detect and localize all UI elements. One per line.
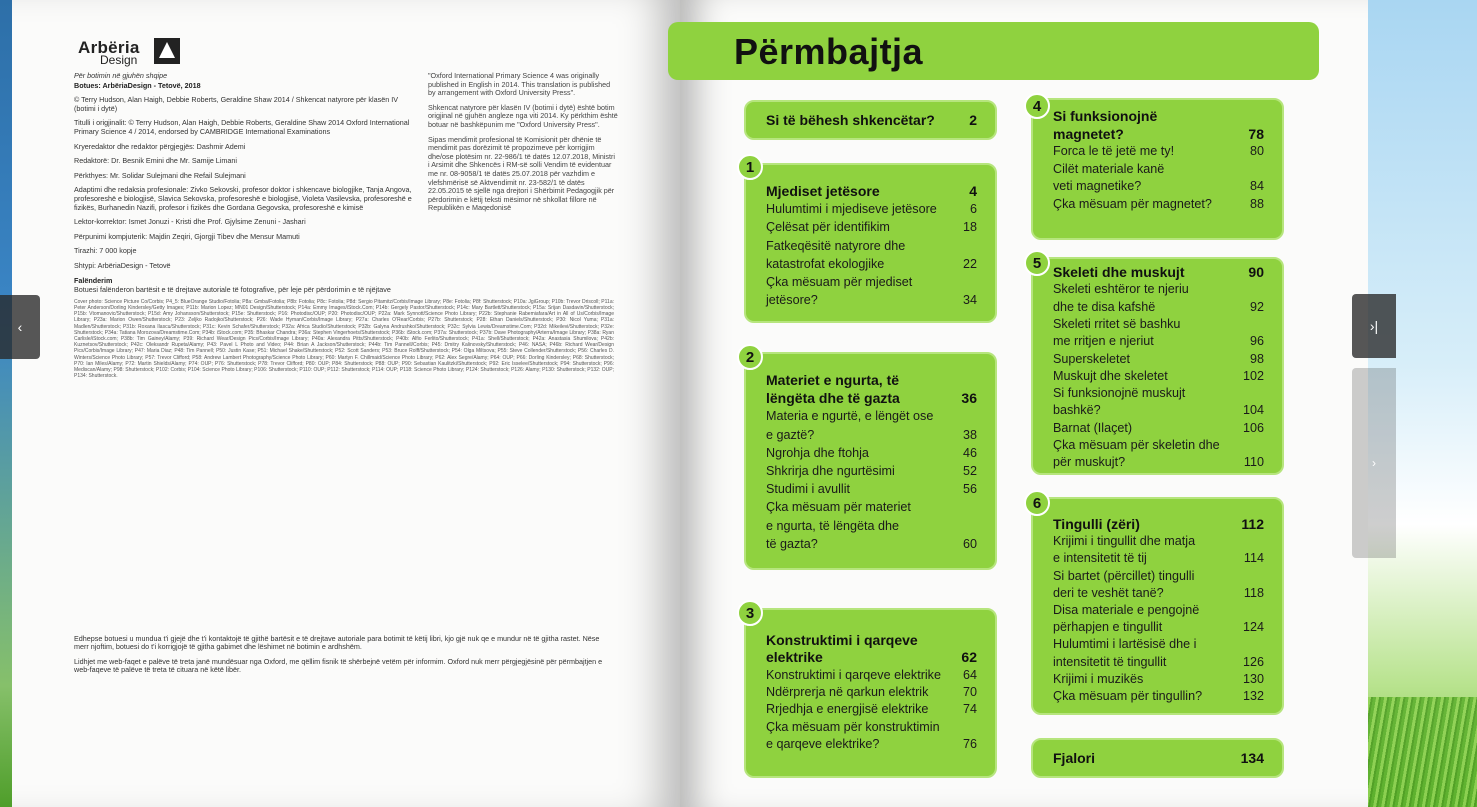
toc-entry-label: Hulumtimi i mjediseve jetësore [766, 202, 937, 217]
imprint-line: Lektor-korrektor: Ismet Jonuzi - Kristi dhe Prof. Gjylsime Zenuni - Jashari [74, 217, 306, 227]
toc-intro-box[interactable] [744, 100, 997, 140]
toc-entry-label: Ngrohja dhe ftohja [766, 445, 869, 460]
toc-entry-page: 132 [1242, 689, 1264, 703]
imprint-line: Tirazhi: 7 000 kopje [74, 246, 137, 256]
toc-entry[interactable] [1053, 368, 1264, 385]
toc-entry-page: 74 [962, 702, 977, 717]
toc-entry-label: Si funksionojnë muskujt [1053, 386, 1186, 401]
photo-credits: Cover photo: Science Picture Co/Corbis; P4_5: BlueOrange Studio/Fotolia; P8a: Gmba/Fotolia; P8b: Fotolia; P8c: Fotolia; P8d: Sergio Pitamitz/Corbis/Image Library; P8e: Fotolia; P8f: Shutterstock; P10a: JgiGroup; P10b: Trevor Driscoll; P11a: Peter Anderson/Dorling Kindersley/Getty Images; P11b: Marion Lopez; MN01 Design/Shutterstock; P14a: Emmy Images/iStock.Com; P14b: Gergely Pastor/Shutterstock; P14c: Mary Bartlett/Shutterstock; P15a: Srijan Dasdavin/Shutterstock; P15b: Vtomanovic/Shutterstock; P15d: Amy Johansson/Shutterstock; P15e: Shutterstock; P16: Photodisc/OUP; P20: Photodisc/OUP; P22a: Mark Synnott/Science Photo Library; P22b: Stephanie Rabemiafara/Art in All of Us/Corbis/Image Library; P23a: Marion Owen/Shutterstock; P23: Zeljko Radojko/Shutterstock; P26: Wade Hyman/Corbis/Image Library; P27a: Charles O'Rear/Corbis; P27b: Shutterstock; P28: Ethan Daniels/Shutterstock; P30: Nicol Yuma; P31a: Madlen/Shutterstock; P31b: Roxana Ilascu/Shutterstock; P31c: Kevin Schafer/Shutterstock; P32a: Africa Studio/Shutterstock; P32b: Galyna Andrushko/Shutterstock; P32c: Sylvia Lewis/Dreamstime.Com; P32d: Mikeilevi/Shutterstock; P32e: Shutterstock; P34a: Tatiana Morozova/Dreamstime.Com; P34b: iStock.com; P35: Bhaskar Chandra; P36a: Stephen Vingerhoets/Shutterstock; P36b: iStock.com; P37a: Shutterstock; P37b: Dave Photography/Arterra/Image Library; P38a: Ryan Carlisle/iStock.com; P38b: Tim Gainey/Alamy; P39: Richard Wear/Design Pics/Corbis/Image Library; P40a: Alexandra Pitts/Shutterstock; P40b: Alfio Ferlito/Shutterstock; P41a: Shell/Shutterstock; P42a: Anastasia Shumilova; P42b: Kuznetsov/Shutterstock; P42c: Oleksandr Rupeta/Alamy; P43: Pavel L Photo and Video; P44: Brian A Jackson/Shutterstock; P44b: Tim Pannell/Corbis; P45: Dmitry Kalinovsky/Shutterstock; P46: NASA; P46b: Richard Wear/Design Pics/Corbis/Image Library; P47: Maria Diaz; P48: Tim Pannell; P50: Justin Kase; P51: Michael Shake/Shutterstock; P52: Scott Sanders; P53: Bruce Rolff/Shutterstock; P54: Olga Miltsova; P55: Steve Collender/Shutterstock; P56: Charles D. Winters/Science Photo Library; P57: Trevor Clifford; P58: Andrew Lambert Photography/Science Photo Library; P60: Martyn F. Chillmaid/Science Photo Library; P62: Alex Segre/Alamy; P64: OUP; P66: Dorling Kindersley; P68: Shutterstock; P70: Ian Miles/Alamy; P72: Martin Shields/Alamy; P74: OUP; P76: Shutterstock; P78: Trevor Clifford; P80: OUP; P84: Shutterstock; P88: OUP; P90: Sebastian Kaulitzki/Shutterstock; P92: Eric Isselee/Shutterstock; P94: Shutterstock; P96: Mediscan/Alamy; P98: Shutterstock; P102: Corbis; P104: Science Photo Library; P106: Shutterstock; P110: OUP; P112: Shutterstock; P114: OUP; P118: Science Photo Library; P124: Shutterstock; P126: Alamy; P130: Shutterstock; P132: OUP; P134: Shutterstock. [74, 298, 614, 380]
toc-entry-label: katastrofat ekologjike [766, 256, 885, 271]
toc-entry-page: 78 [1248, 125, 1264, 142]
toc-entry-label: përhapjen e tingullit [1053, 620, 1163, 635]
toc-entry-label: Si të bëhesh shkencëtar? [766, 112, 935, 128]
toc-entry-page: 126 [1242, 654, 1264, 669]
imprint-line: Përpunimi kompjuterik: Majdin Zeqiri, Gjorgji Tibev dhe Mensur Mamuti [74, 231, 300, 241]
toc-entry-label: Çka mësuam për konstruktimin [766, 719, 940, 734]
background-grass [1365, 697, 1477, 807]
toc-intro-row[interactable] [766, 112, 977, 129]
toc-entry-label: Çka mësuam për skeletin dhe [1053, 438, 1220, 452]
toc-entry[interactable] [766, 183, 977, 200]
toc-entry-page: 130 [1242, 671, 1264, 686]
toc-entry-page: 36 [961, 390, 977, 407]
toc-entry-page: 38 [962, 427, 977, 442]
toc-entry-page: 90 [1248, 264, 1264, 280]
toc-entry[interactable] [1053, 533, 1264, 550]
toc-entry-label: lëngëta dhe të gazta [766, 390, 900, 407]
closing-note: Edhepse botuesi u mundua t'i gjejë dhe t'i kontaktojë të gjithë bartësit e të drejtave autoriale para botimit të këtij libri, kjo gjë nuk qe e mundur në të gjitha rastet. Nëse merr njoftim, botuesi do t'i korrigjojë të gjitha gabimet dhe lëshimet në botimin e ardhshëm. [74, 633, 600, 652]
toc-entry[interactable] [766, 219, 977, 236]
unit-number-badge: 4 [1024, 93, 1050, 119]
toc-entry-page: 88 [1249, 197, 1264, 211]
toc-entry-page: 84 [1249, 179, 1264, 194]
toc-entry-label: Shkrirja dhe ngurtësimi [766, 464, 895, 478]
unit-number-badge: 1 [737, 154, 763, 180]
toc-entry[interactable] [766, 736, 977, 753]
toc-entry-label: Forca le të jetë me ty! [1053, 144, 1175, 159]
toc-entry-label: Muskujt dhe skeletet [1053, 368, 1168, 383]
toc-entry[interactable] [766, 719, 977, 736]
toc-entry-label: Mjediset jetësore [766, 183, 880, 199]
toc-entry[interactable] [1053, 602, 1264, 619]
toc-unit-2[interactable] [744, 352, 997, 570]
toc-entry[interactable] [766, 667, 977, 684]
toc-entry-label: veti magnetike? [1053, 179, 1142, 194]
toc-entry[interactable] [766, 632, 977, 649]
toc-entry-label: Skeleti dhe muskujt [1053, 264, 1185, 280]
toc-entry[interactable] [766, 701, 977, 718]
toc-entry-label: Konstruktimi i qarqeve [766, 632, 918, 648]
previous-page-button[interactable] [0, 295, 40, 359]
license-note: "Oxford International Primary Science 4 was originally published in English in 2014. This translation is published by arrangement with Oxford University Press". [428, 71, 611, 98]
toc-entry-label: Studimi i avullit [766, 482, 850, 497]
toc-entry[interactable] [1053, 585, 1264, 602]
toc-entry-label: Fjalori [1053, 750, 1096, 766]
toc-entry-page: 56 [962, 482, 977, 497]
toc-entry[interactable] [766, 390, 977, 407]
toc-entry[interactable] [766, 256, 977, 273]
toc-entry-label: Çka mësuam për tingullin? [1053, 689, 1203, 703]
toc-entry[interactable] [1053, 143, 1264, 160]
toc-entry-page: 80 [1249, 144, 1264, 159]
next-page-button[interactable] [1352, 368, 1396, 558]
toc-entry-label: Skeleti eshtëror te njeriu [1053, 282, 1189, 297]
toc-entry-label: Çka mësuam për mjediset [766, 275, 913, 289]
toc-entry-label: Ndërprerja në qarkun elektrik [766, 684, 929, 699]
toc-entry[interactable] [1053, 385, 1264, 402]
toc-entry-label: Si bartet (përcillet) tingulli [1053, 568, 1195, 583]
toc-entry-page: 92 [1249, 299, 1264, 314]
imprint-line: Shtypi: ArbëriaDesign - Tetovë [74, 260, 171, 270]
toc-entry-label: e gaztë? [766, 427, 815, 442]
toc-entry-page: 106 [1242, 420, 1264, 435]
imprint-line: Përkthyes: Mr. Solidar Sulejmani dhe Refail Sulejmani [74, 170, 246, 180]
toc-entry-label: Konstruktimi i qarqeve elektrike [766, 667, 941, 682]
imprint-line: Adaptimi dhe redaksia profesionale: Zivko Sekovski, profesor doktor i shkencave biologjike, Tanja Angova, profesoreshë e biologjisë, Slavica Sekovska, profesoreshë e biologjisë, Violeta Vasilevska, profesoreshë e fizikës, Burhanedin Nazifi, profesor i fizikës dhe Gordana Gegovska, profesoreshë e kimisë [74, 185, 412, 212]
toc-entry[interactable] [1053, 178, 1264, 195]
publisher-logo [78, 38, 198, 68]
license-note: Shkencat natyrore për klasën IV (botimi i dytë) është botim origjinal në gjuhën angleze nga viti 2014. Ky përkthim është botuar në bashkëpunim me "Oxford University Press". [428, 102, 618, 129]
toc-entry-label: Rrjedhja e energjisë elektrike [766, 702, 929, 717]
toc-entry-page: 98 [1249, 351, 1264, 366]
chevron-left-icon: ‹ [17, 319, 23, 335]
toc-entry-label: Krijimi i tingullit dhe matja [1053, 534, 1196, 549]
toc-title: Përmbajtja [734, 31, 924, 72]
toc-entry-label: Fatkeqësitë natyrore dhe [766, 238, 906, 253]
toc-entry[interactable] [766, 536, 977, 553]
toc-entry-label: e intensitetit të tij [1053, 551, 1147, 566]
toc-unit-6[interactable] [1031, 497, 1284, 715]
toc-entry[interactable] [1053, 108, 1264, 125]
toc-entry-page: 76 [962, 736, 977, 751]
toc-entry[interactable] [1053, 299, 1264, 316]
toc-entry-label: Skeleti rritet së bashku [1053, 316, 1181, 331]
toc-entry-page: 124 [1242, 620, 1264, 635]
toc-entry-label: Barnat (Ilaçet) [1053, 420, 1133, 435]
toc-entry[interactable] [1053, 264, 1264, 281]
toc-entry-page: 114 [1243, 551, 1264, 566]
toc-entry[interactable] [1053, 619, 1264, 636]
toc-entry-label: Cilët materiale kanë [1053, 161, 1165, 176]
toc-entry-page: 52 [962, 464, 977, 478]
toc-entry[interactable] [1053, 161, 1264, 178]
toc-entry-label: Çka mësuam për magnetet? [1053, 197, 1212, 211]
toc-entry[interactable] [766, 445, 977, 462]
toc-entry-label: Tingulli (zëri) [1053, 516, 1140, 532]
unit-number-badge: 2 [737, 344, 763, 370]
toc-entry-label: Krijimi i muzikës [1053, 671, 1144, 686]
toc-entry-page: 62 [961, 649, 977, 666]
toc-entry-page: 60 [962, 536, 977, 551]
toc-entry[interactable] [1053, 281, 1264, 298]
toc-entry[interactable] [766, 372, 977, 389]
toc-entry[interactable] [1053, 333, 1264, 350]
toc-entry[interactable] [1053, 516, 1264, 533]
toc-entry[interactable] [1053, 688, 1264, 705]
license-note: Sipas mendimit profesional të Komisionit për dhënie të mendimit pas dorëzimit të propozimeve për korrigjim dhe/ose plotësim nr. 22-986/1 të datës 12.07.2018, Ministri i Arsimit dhe Shkencës i RM-së solli Vendim të evidentuar me nr. 08-9058/1 të datës 25.07.2018 për vazhdim e vlefshmërisë së Aktvendimit nr. 23-582/1 të datës 22.05.2015 të sjellë nga drejtori i Shërbimit Pedagogjik për përdorimin e këtij teksti mësimor në shkollat fillore në Republikën e Maqedonisë [428, 134, 615, 213]
toc-entry[interactable] [1053, 636, 1264, 653]
toc-unit-3[interactable] [744, 608, 997, 778]
toc-entry-page: 46 [962, 445, 977, 460]
toc-entry-label: magnetet? [1053, 125, 1124, 142]
toc-entry[interactable] [1053, 420, 1264, 437]
toc-entry[interactable] [766, 684, 977, 701]
toc-entry-label: dhe te disa kafshë [1053, 299, 1156, 314]
toc-entry-label: Hulumtimi i lartësisë dhe i [1053, 637, 1197, 652]
toc-entry[interactable] [766, 292, 977, 309]
imprint-line: Redaktorë: Dr. Besnik Emini dhe Mr. Samije Limani [74, 156, 237, 166]
toc-entry-page: 118 [1243, 585, 1264, 600]
toc-entry[interactable] [1053, 568, 1264, 585]
toc-entry-label: Si funksionojnë [1053, 108, 1158, 124]
toc-entry-page: 134 [1240, 750, 1264, 766]
unit-number-badge: 3 [737, 600, 763, 626]
unit-number-badge: 5 [1024, 250, 1050, 276]
toc-entry[interactable] [766, 518, 977, 535]
toc-entry-label: Disa materiale e pengojnë [1053, 603, 1200, 617]
toc-entry-label: elektrike [766, 649, 823, 666]
toc-entry-page: 6 [969, 202, 977, 217]
toc-entry[interactable] [766, 238, 977, 255]
toc-entry-page: 22 [962, 256, 977, 271]
toc-entry-label: për muskujt? [1053, 455, 1126, 470]
toc-entry[interactable] [1053, 550, 1264, 567]
toc-entry[interactable] [1053, 351, 1264, 368]
closing-note: Lidhjet me web-faqet e palëve të treta janë mundësuar nga Oxford, me qëllim fisnik të shërbejnë vetëm për informim. Oxford nuk merr përgjegjësinë për përmbajtjen e web-faqeve të palëve të treta të cituara në këtë libër. [74, 656, 603, 675]
toc-entry-label: Materiet e ngurta, të [766, 372, 900, 388]
toc-entry-label: me rritjen e njeriut [1053, 334, 1154, 349]
imprint-line: © Terry Hudson, Alan Haigh, Debbie Roberts, Geraldine Shaw 2014 / Shkencat natyrore për klasën IV (botimi i dytë) [74, 95, 398, 113]
toc-entry-page: 112 [1241, 516, 1264, 532]
toc-entry-label: Materia e ngurtë, e lëngët ose [766, 409, 934, 424]
toc-entry-page: 18 [962, 220, 977, 235]
toc-unit-5[interactable] [1031, 257, 1284, 475]
toc-entry-label: intensitetit të tingullit [1053, 654, 1167, 669]
toc-entry-label: Çka mësuam për materiet [766, 500, 911, 515]
toc-entry[interactable] [766, 201, 977, 218]
acknowledgements-heading: Falënderim [74, 275, 113, 285]
imprint-line: Kryeredaktor dhe redaktor përgjegjës: Dashmir Ademi [74, 141, 246, 151]
license-column [428, 72, 618, 219]
toc-entry[interactable] [1053, 454, 1264, 471]
toc-entry-page: 4 [969, 183, 977, 199]
imprint-line: Titulli i origjinalit: © Terry Hudson, Alan Haigh, Debbie Roberts, Geraldine Shaw 2014 Oxford International Primary Science 4 / 2014, endorsed by CAMBRIDGE International Examinations [74, 118, 410, 136]
toc-entry[interactable] [1053, 316, 1264, 333]
toc-entry[interactable] [1053, 126, 1264, 143]
toc-entry-label: jetësore? [766, 293, 818, 308]
skip-end-icon: ›| [1369, 318, 1379, 334]
toc-entry[interactable] [1053, 196, 1264, 213]
toc-entry-page: 70 [962, 684, 977, 699]
left-page[interactable] [12, 0, 680, 807]
toc-entry[interactable] [1053, 437, 1264, 454]
toc-glossary-row[interactable] [1053, 750, 1264, 767]
chevron-right-icon: › [1372, 456, 1376, 470]
logo-mark-icon [154, 38, 180, 64]
toc-entry-page: 2 [969, 112, 977, 128]
toc-entry-label: Superskeletet [1053, 351, 1131, 366]
toc-unit-1[interactable] [744, 163, 997, 323]
toc-entry-page: 110 [1243, 455, 1264, 470]
toc-entry-page: 96 [1249, 334, 1264, 349]
toc-entry-page: 34 [962, 293, 977, 308]
toc-entry-label: deri te veshët tanë? [1053, 585, 1164, 600]
toc-entry[interactable] [766, 499, 977, 516]
toc-entry-label: e ngurta, të lëngëta dhe [766, 518, 900, 533]
toc-entry-page: 102 [1242, 368, 1264, 383]
toc-entry[interactable] [766, 649, 977, 666]
unit-number-badge: 6 [1024, 490, 1050, 516]
imprint-line: Për botimin në gjuhën shqipe [74, 71, 168, 80]
toc-entry[interactable] [1053, 402, 1264, 419]
toc-entry-label: e qarqeve elektrike? [766, 736, 880, 751]
toc-entry-label: bashkë? [1053, 403, 1101, 418]
toc-entry-page: 64 [962, 667, 977, 682]
toc-entry-page: 104 [1242, 403, 1264, 418]
logo-text: Arbëria [78, 38, 140, 57]
last-page-button[interactable] [1352, 294, 1396, 358]
toc-entry[interactable] [1053, 654, 1264, 671]
imprint-line: Botues: ArbëriaDesign - Tetovë, 2018 [74, 80, 201, 90]
logo-subtext: Design [100, 53, 138, 67]
toc-entry[interactable] [1053, 671, 1264, 688]
toc-entry[interactable] [766, 481, 977, 498]
toc-entry[interactable] [766, 274, 977, 291]
toc-entry-label: Çelësat për identifikim [766, 220, 890, 235]
toc-entry-label: të gazta? [766, 536, 818, 551]
toc-entry[interactable] [766, 463, 977, 480]
toc-entry[interactable] [766, 408, 977, 425]
toc-entry[interactable] [766, 427, 977, 444]
acknowledgements-text: Botuesi falënderon bartësit e të drejtave autoriale të fotografive, për leje për përdorimin e të njëjtave [74, 285, 391, 295]
toc-glossary-box[interactable] [1031, 738, 1284, 778]
toc-unit-4[interactable] [1031, 98, 1284, 240]
